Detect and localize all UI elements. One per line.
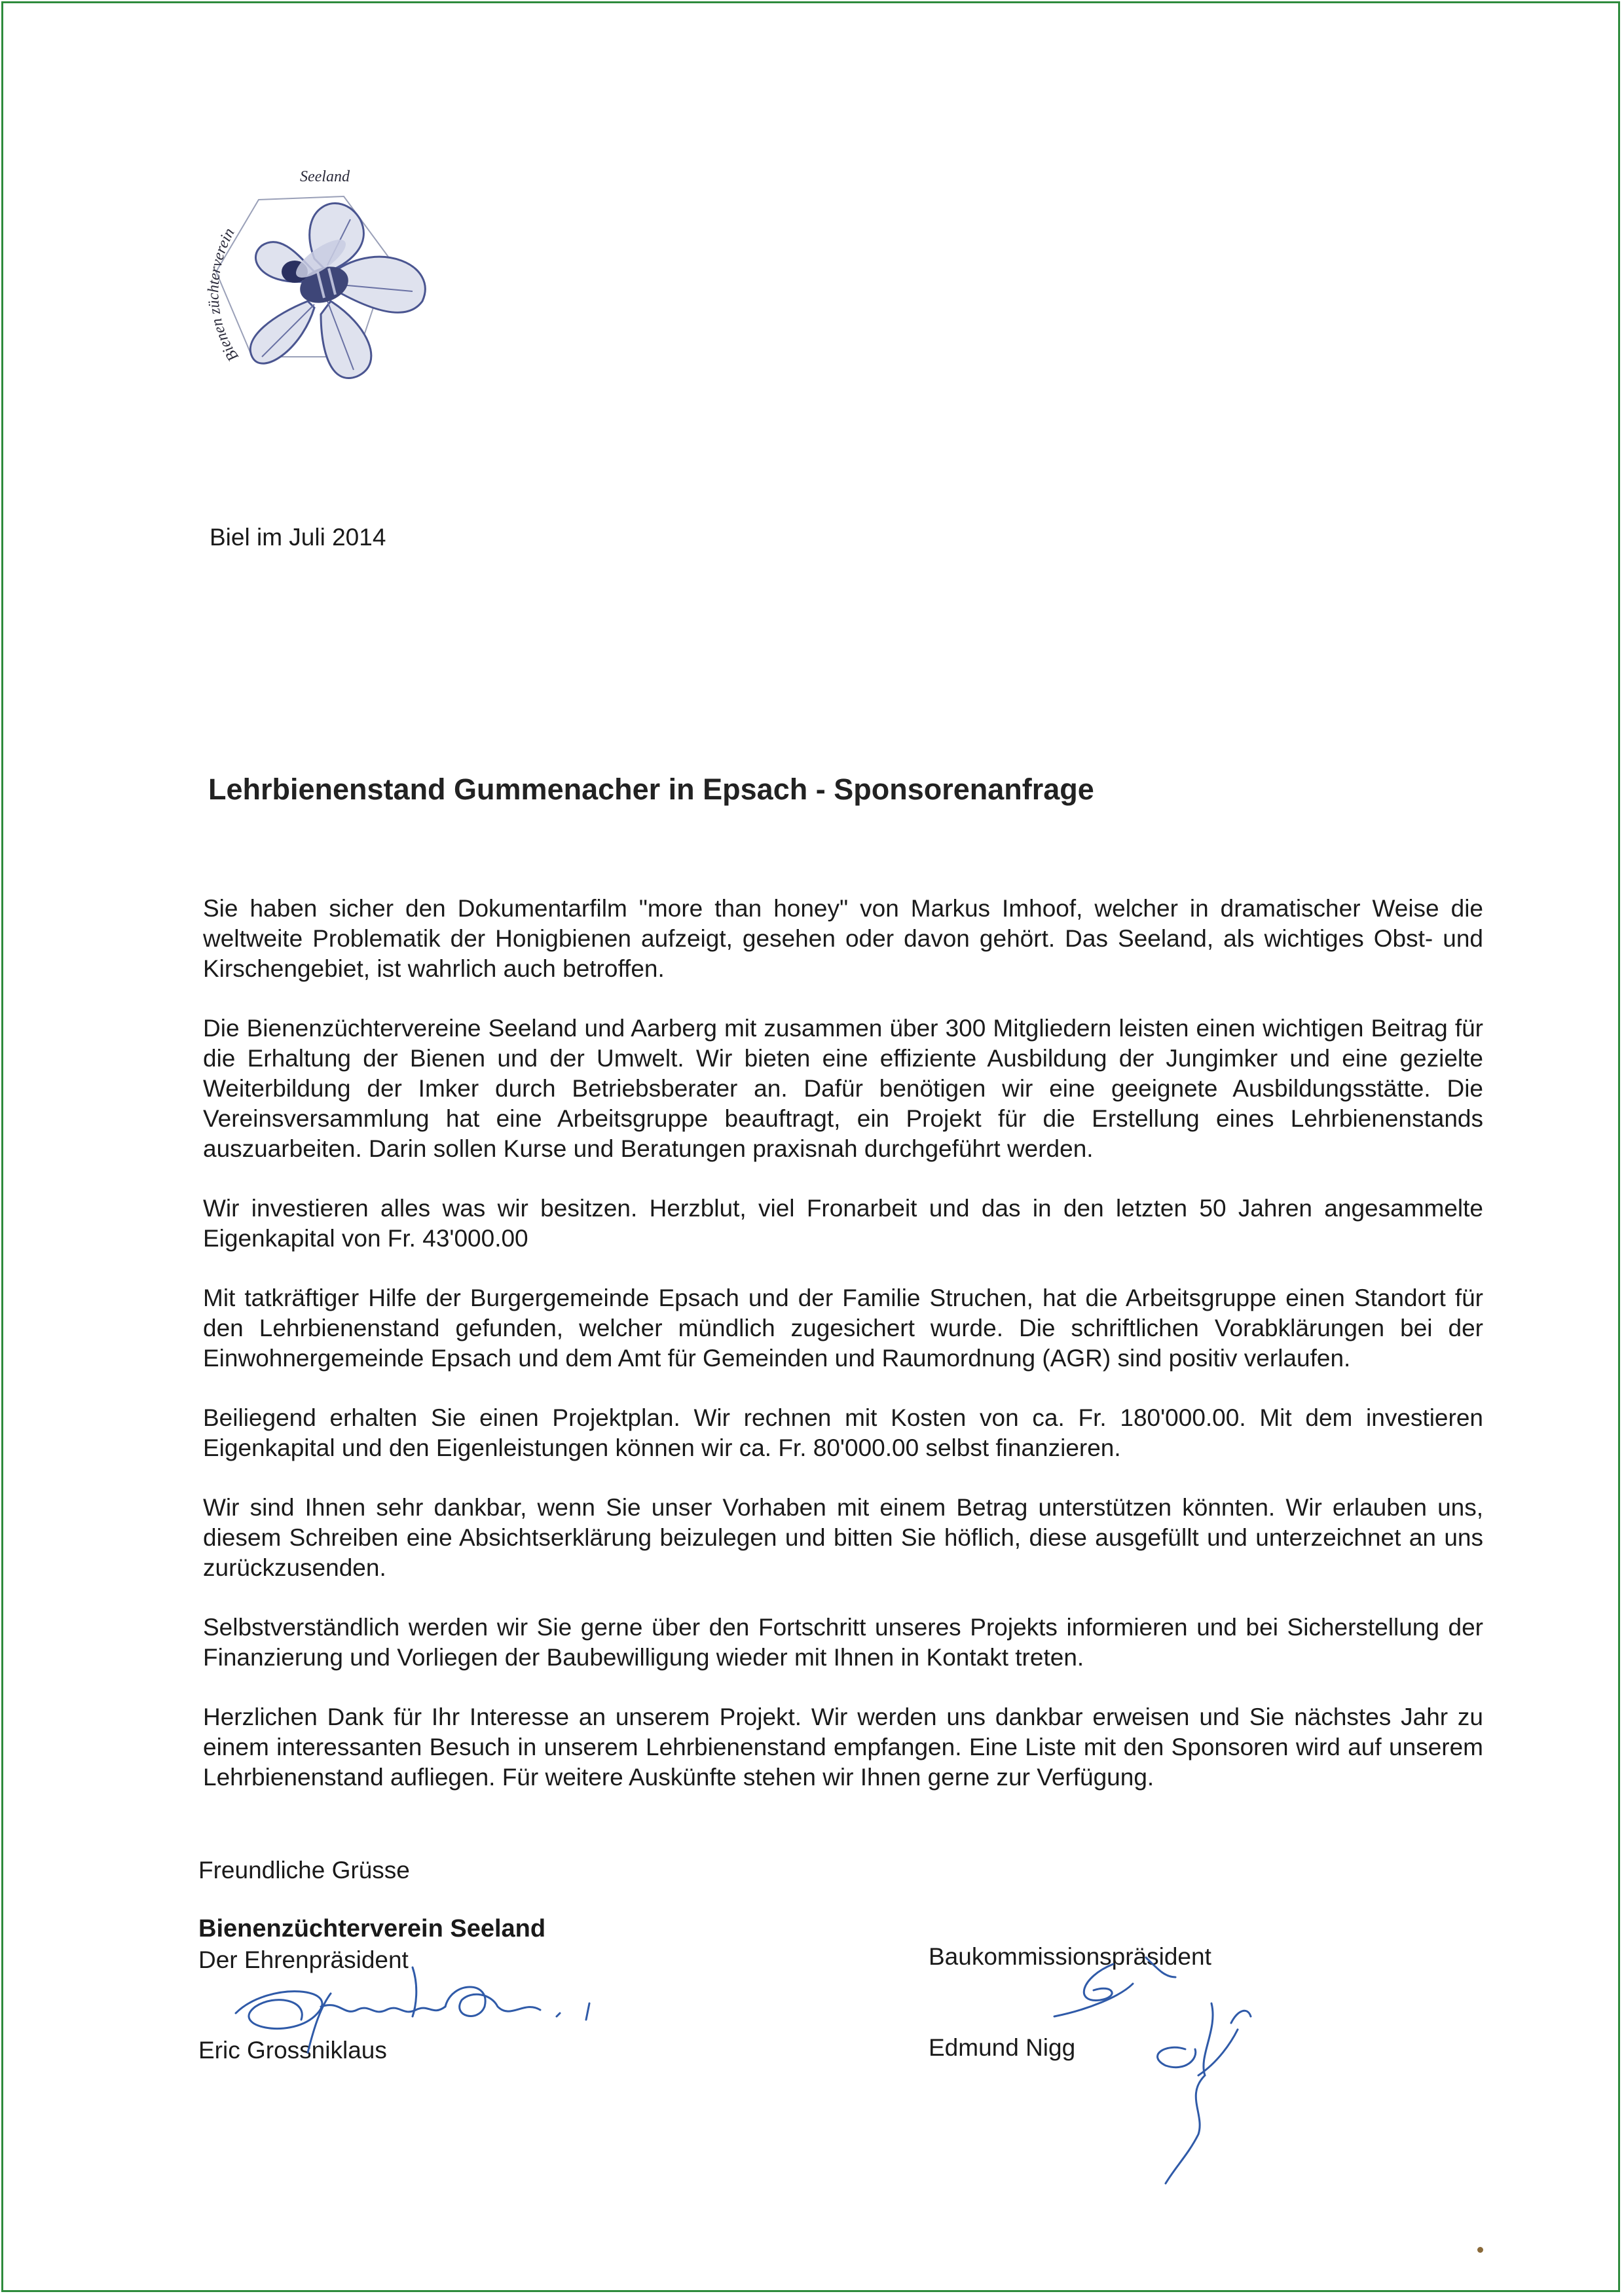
paragraph-2: Die Bienenzüchtervereine Seeland und Aarberg mit zusammen über 300 Mitgliedern leisten einen wichtigen Beitrag für die Erhaltung der Bienen und der Umwelt. Wir bieten eine effiziente Ausbildung der Jungimker und eine gezielte Weiterbildung der Imker durch Betriebsberater an. Dafür benötigen wir eine geeignete Ausbildungsstätte. Die Vereinsversammlung hat eine Arbeitsgruppe beauftragt, ein Projekt für die Erstellung eines Lehrbienenstands auszuarbeiten. Darin sollen Kurse und Beratungen praxisnah durchgeführt werden. [203, 1015, 1483, 1162]
letter-date: Biel im Juli 2014 [210, 524, 386, 551]
paragraph-5: Beiliegend erhalten Sie einen Projektplan. Wir rechnen mit Kosten von ca. Fr. 180'000.00. Mit dem investieren Eigenkapital und den Eigenleistungen können wir ca. Fr. 80'000.00 selbst finanzieren. [203, 1404, 1483, 1461]
logo-text-top: Seeland [300, 168, 350, 185]
letter-body [203, 894, 1483, 1822]
speck [1477, 2247, 1483, 2253]
logo-text-side [205, 225, 242, 364]
paragraph-6: Wir sind Ihnen sehr dankbar, wenn Sie unser Vorhaben mit einem Betrag unterstützen könnten. Wir erlauben uns, diesem Schreiben eine Absichtserklärung beizulegen und bitten Sie höflich, diese ausgefüllt und unterzeichnet an uns zurückzusenden. [203, 1494, 1483, 1581]
organization-name: Bienenzüchterverein Seeland [198, 1915, 546, 1942]
signatory-right-title: Baukommissionspräsident [929, 1943, 1211, 1970]
paragraph-8: Herzlichen Dank für Ihr Interesse an unserem Projekt. Wir werden uns dankbar erweisen und Sie nächstes Jahr zu einem interessanten Besuch in unserem Lehrbienenstand empfangen. Eine Liste mit den Sponsoren wird auf unserem Lehrbienenstand aufliegen. Für weitere Auskünfte stehen wir Ihnen gerne zur Verfügung. [203, 1704, 1483, 1791]
paragraph-1: Sie haben sicher den Dokumentarfilm "more than honey" von Markus Imhoof, welcher in dramatischer Weise die weltweite Problematik der Honigbienen aufzeigt, gesehen oder davon gehört. Das Seeland, als wichtiges Obst- und Kirschengebiet, ist wahrlich auch betroffen. [203, 895, 1483, 982]
closing-greeting: Freundliche Grüsse [198, 1857, 410, 1884]
signatory-right-name: Edmund Nigg [929, 2034, 1076, 2061]
bee-flower-logo-icon [190, 160, 445, 390]
paragraph-4: Mit tatkräftiger Hilfe der Burgergemeinde Epsach und der Familie Struchen, hat die Arbeitsgruppe einen Standort für den Lehrbienenstand gefunden, welcher mündlich zugesichert wurde. Die schriftlichen Vorabklärungen bei der Einwohnergemeinde Epsach und dem Amt für Gemeinden und Raumordnung (AGR) sind positiv verlaufen. [203, 1285, 1483, 1372]
paragraph-3: Wir investieren alles was wir besitzen. Herzblut, viel Fronarbeit und das in den letzten 50 Jahren angesammelte Eigenkapital von Fr. 43'000.00 [203, 1195, 1483, 1252]
logo-text-side-path: Bienen züchterverein [205, 225, 242, 365]
letter-subject: Lehrbienenstand Gummenacher in Epsach - Sponsorenanfrage [208, 773, 1094, 806]
signatory-left-name: Eric Grossniklaus [198, 2037, 387, 2064]
signatory-left-title: Der Ehrenpräsident [198, 1946, 409, 1973]
paragraph-7: Selbstverständlich werden wir Sie gerne über den Fortschritt unseres Projekts informieren und bei Sicherstellung der Finanzierung und Vorliegen der Baubewilligung wieder mit Ihnen in Kontakt treten. [203, 1614, 1483, 1671]
